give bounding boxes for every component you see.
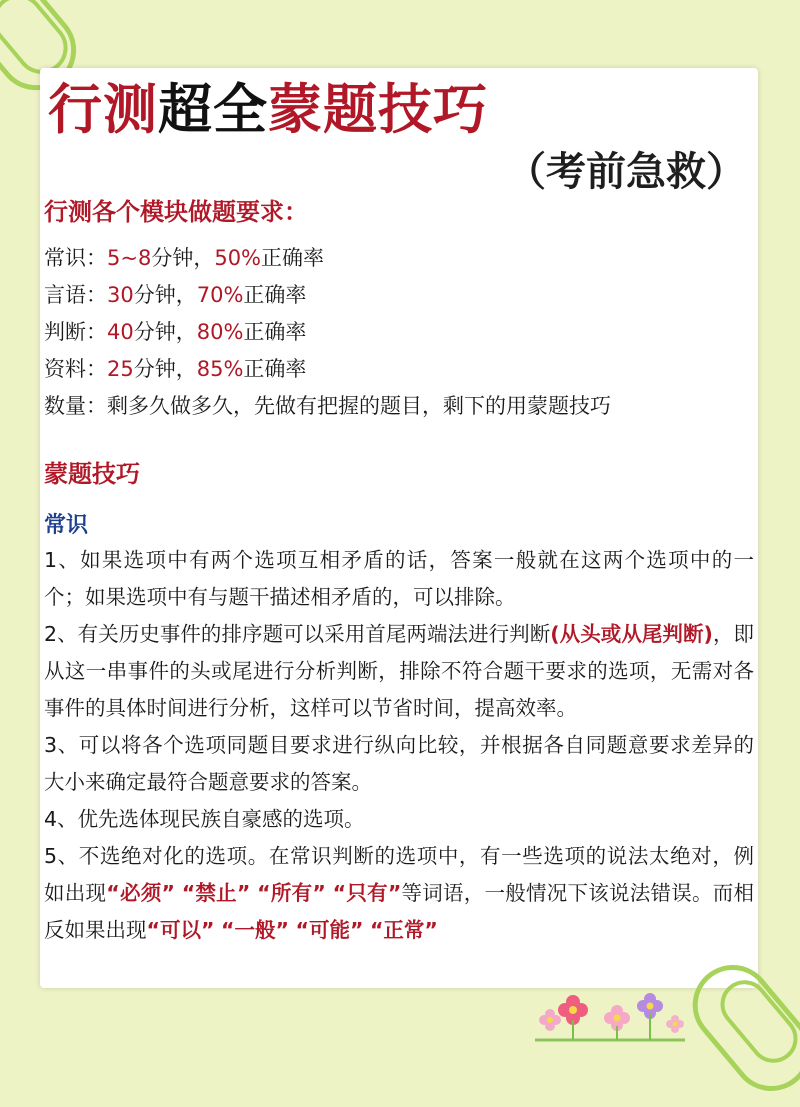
page-subtitle: （考前急救） bbox=[506, 149, 746, 195]
keyword-highlight: “必须” bbox=[106, 881, 175, 905]
rate-value: 50% bbox=[214, 246, 262, 270]
colon: ： bbox=[86, 283, 107, 307]
requirement-row bbox=[44, 351, 611, 388]
title-part-2: 超全 bbox=[158, 78, 268, 141]
document-card bbox=[40, 68, 758, 988]
time-unit: 分钟， bbox=[133, 320, 197, 344]
flower-icon bbox=[666, 1015, 684, 1033]
keyword-highlight: “可以” bbox=[146, 918, 215, 942]
tips-list bbox=[44, 542, 754, 949]
keyword-highlight: “所有” bbox=[257, 881, 326, 905]
tip-item bbox=[44, 616, 754, 727]
time-value: 40 bbox=[107, 320, 134, 344]
keyword-highlight: “只有” bbox=[332, 881, 402, 905]
module-label: 常识 bbox=[44, 246, 86, 270]
tip-text: 5、不选绝对化的选项。在常识判断的选项中，有一些选项的说法太绝对，例如出现 bbox=[44, 844, 754, 905]
time-unit: 分钟， bbox=[151, 246, 215, 270]
requirements-heading: 行测各个模块做题要求： bbox=[44, 198, 308, 226]
page-title bbox=[48, 70, 488, 150]
keyword-highlight: “正常” bbox=[369, 918, 438, 942]
keyword-highlight: “一般” bbox=[220, 918, 289, 942]
rate-text: 正确率 bbox=[261, 246, 325, 270]
rate-value: 85% bbox=[196, 357, 244, 381]
rate-value: 80% bbox=[196, 320, 244, 344]
module-label: 判断 bbox=[44, 320, 86, 344]
time-value: 30 bbox=[107, 283, 134, 307]
tip-item bbox=[44, 838, 754, 949]
tips-subheading: 常识 bbox=[44, 513, 89, 538]
time-unit: 分钟， bbox=[133, 357, 197, 381]
rate-text: 正确率 bbox=[243, 320, 307, 344]
tip-text: ，即从这一串事件的头或尾进行分析判断，排除不符合题干要求的选项，无需对各事件的具体时间进行分析，这样可以节省时间，提高效率。 bbox=[44, 622, 755, 720]
module-label: 言语 bbox=[44, 283, 86, 307]
rate-value: 70% bbox=[196, 283, 244, 307]
tip-item: 4、优先选体现民族自豪感的选项。 bbox=[44, 807, 365, 831]
title-part-3: 蒙题技巧 bbox=[268, 78, 488, 141]
tip-item: 3、可以将各个选项同题目要求进行纵向比较，并根据各自同题意要求差异的大小来确定最符合题意要求的答案。 bbox=[44, 733, 754, 794]
rate-text: 正确率 bbox=[243, 357, 307, 381]
requirement-row bbox=[44, 240, 611, 277]
keyword-highlight: “可能” bbox=[295, 918, 364, 942]
colon: ： bbox=[86, 357, 107, 381]
tip-text: 等词语，一般情况下该说法错误。而相反如果出现 bbox=[44, 881, 754, 942]
colon: ： bbox=[86, 246, 107, 270]
requirement-row bbox=[44, 277, 611, 314]
tips-heading: 蒙题技巧 bbox=[44, 460, 140, 488]
requirement-row-quantity bbox=[44, 388, 611, 425]
requirement-row bbox=[44, 314, 611, 351]
tip-item: 1、如果选项中有两个选项互相矛盾的话，答案一般就在这两个选项中的一个；如果选项中有与题干描述相矛盾的，可以排除。 bbox=[44, 548, 754, 609]
quantity-text: ：剩多久做多久，先做有把握的题目，剩下的用蒙题技巧 bbox=[86, 394, 611, 418]
title-part-1: 行测 bbox=[48, 78, 158, 141]
flower-icon bbox=[539, 1009, 561, 1031]
tip-highlight: (从头或从尾判断) bbox=[550, 622, 713, 646]
colon: ： bbox=[86, 320, 107, 344]
requirements-list bbox=[44, 240, 611, 425]
time-value: 25 bbox=[107, 357, 134, 381]
module-label: 资料 bbox=[44, 357, 86, 381]
time-unit: 分钟， bbox=[133, 283, 197, 307]
module-label: 数量 bbox=[44, 394, 86, 418]
rate-text: 正确率 bbox=[243, 283, 307, 307]
tip-text: 2、有关历史事件的排序题可以采用首尾两端法进行判断 bbox=[44, 622, 551, 646]
keyword-highlight: “禁止” bbox=[181, 881, 251, 905]
time-value: 5~8 bbox=[107, 246, 152, 270]
flower-decoration-icon bbox=[535, 990, 685, 1045]
